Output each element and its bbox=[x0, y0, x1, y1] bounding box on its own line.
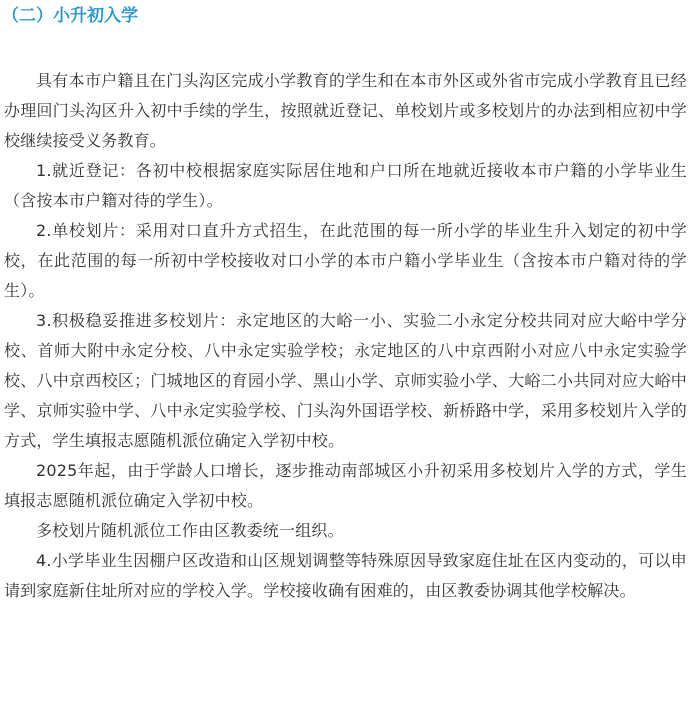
paragraph-nearby-registration: 1.就近登记：各初中校根据家庭实际居住地和户口所在地就近接收本市户籍的小学毕业生（含按本市户籍对待的学生）。 bbox=[4, 161, 687, 210]
paragraph-special-cases: 4.小学毕业生因棚户区改造和山区规划调整等特殊原因导致家庭住址在区内变动的，可以申请到家庭新住址所对应的学校入学。学校接收确有困难的，由区教委协调其他学校解决。 bbox=[4, 551, 687, 600]
paragraph-eligibility: 具有本市户籍且在门头沟区完成小学教育的学生和在本市外区或外省市完成小学教育且已经办理回门头沟区升入初中手续的学生，按照就近登记、单校划片或多校划片的办法到相应初中学校继续接受义务教育。 bbox=[4, 71, 687, 150]
paragraph-lottery-organization: 多校划片随机派位工作由区教委统一组织。 bbox=[36, 521, 344, 540]
paragraph-single-school-zoning: 2.单校划片：采用对口直升方式招生，在此范围的每一所小学的毕业生升入划定的初中学校，在此范围的每一所初中学校接收对口小学的本市户籍小学毕业生（含按本市户籍对待的学生）。 bbox=[4, 221, 687, 300]
paragraph-2025-policy: 2025年起，由于学龄人口增长，逐步推动南部城区小升初采用多校划片入学的方式，学生填报志愿随机派位确定入学初中校。 bbox=[4, 461, 687, 510]
section-heading: （二）小升初入学 bbox=[2, 6, 138, 26]
paragraph-multi-school-zoning: 3.积极稳妥推进多校划片：永定地区的大峪一小、实验二小永定分校共同对应大峪中学分校、首师大附中永定分校、八中永定实验学校；永定地区的八中京西附小对应八中永定实验学校、八中京西校区；门城地区的育园小学、黑山小学、京师实验小学、大峪二小共同对应大峪中学、京师实验中学、八中永定实验学校、门头沟外国语学校、新桥路中学，采用多校划片入学的方式，学生填报志愿随机派位确定入学初中校。 bbox=[4, 311, 687, 450]
article-body bbox=[4, 66, 687, 606]
